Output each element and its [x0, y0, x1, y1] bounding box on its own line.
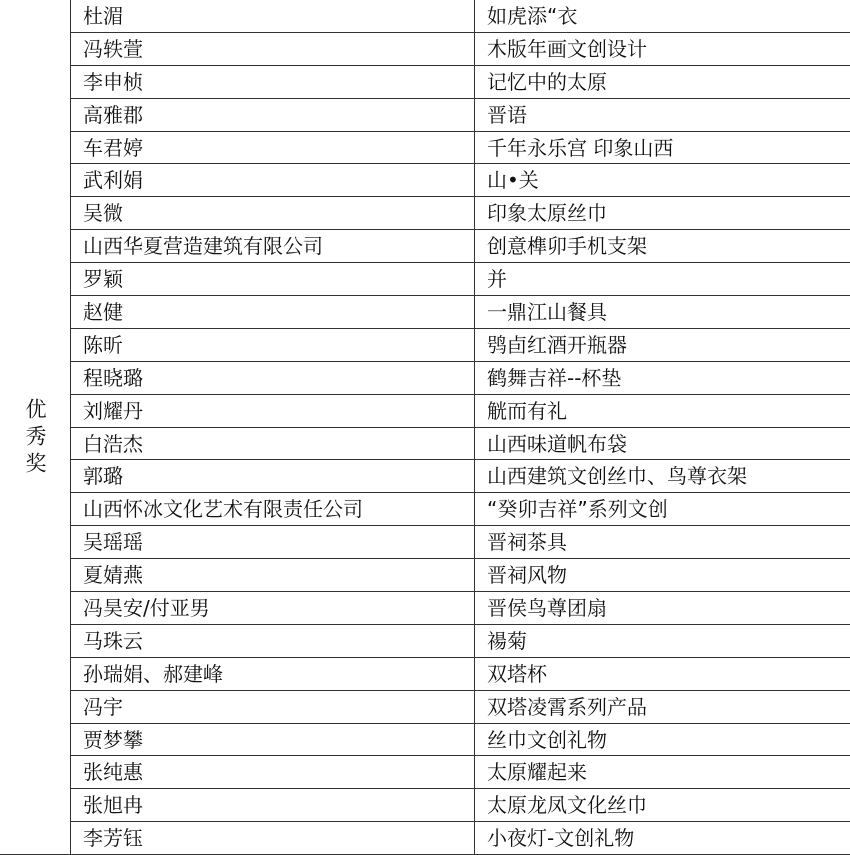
table-row — [0, 822, 850, 855]
table-row — [0, 493, 850, 526]
table-row — [0, 164, 850, 197]
work-title-cell: 千年永乐宫 印象山西 — [475, 131, 850, 164]
work-title-cell: 并 — [475, 263, 850, 296]
winner-name-cell: 陈昕 — [71, 328, 475, 361]
winner-name-cell: 吴微 — [71, 197, 475, 230]
work-title-cell: 晋祠风物 — [475, 559, 850, 592]
work-title-cell: 印象太原丝巾 — [475, 197, 850, 230]
winner-name-cell: 马珠云 — [71, 624, 475, 657]
table-row — [0, 98, 850, 131]
winner-name-cell: 夏婧燕 — [71, 559, 475, 592]
table-row — [0, 657, 850, 690]
table-row — [0, 296, 850, 329]
work-title-cell: 晋侯鸟尊团扇 — [475, 592, 850, 625]
winner-name-cell: 白浩杰 — [71, 427, 475, 460]
table-row — [0, 427, 850, 460]
work-title-cell: 记忆中的太原 — [475, 65, 850, 98]
winner-name-cell: 山西怀冰文化艺术有限责任公司 — [71, 493, 475, 526]
work-title-cell: “癸卯吉祥”系列文创 — [475, 493, 850, 526]
award-category-label: 优秀奖 — [23, 398, 47, 480]
work-title-cell: 木版年画文创设计 — [475, 32, 850, 65]
table-row — [0, 394, 850, 427]
table-row — [0, 361, 850, 394]
winner-name-cell: 孙瑞娟、郝建峰 — [71, 657, 475, 690]
winner-name-cell: 贾梦攀 — [71, 723, 475, 756]
winner-name-cell: 冯轶萱 — [71, 32, 475, 65]
winner-name-cell: 程晓璐 — [71, 361, 475, 394]
table-row — [0, 723, 850, 756]
work-title-cell: 小夜灯-文创礼物 — [475, 822, 850, 855]
table-row — [0, 460, 850, 493]
table-row — [0, 789, 850, 822]
work-title-cell: 鸮卣红酒开瓶器 — [475, 328, 850, 361]
winner-name-cell: 高雅郡 — [71, 98, 475, 131]
work-title-cell: 觥而有礼 — [475, 394, 850, 427]
winner-name-cell: 罗颖 — [71, 263, 475, 296]
winner-name-cell: 张纯惠 — [71, 756, 475, 789]
work-title-cell: 丝巾文创礼物 — [475, 723, 850, 756]
work-title-cell: 晋祠茶具 — [475, 526, 850, 559]
table-row — [0, 263, 850, 296]
table-row — [0, 526, 850, 559]
work-title-cell: 山西味道帆布袋 — [475, 427, 850, 460]
work-title-cell: 双塔凌霄系列产品 — [475, 690, 850, 723]
table-row — [0, 559, 850, 592]
winner-name-cell: 郭璐 — [71, 460, 475, 493]
winner-name-cell: 李申桢 — [71, 65, 475, 98]
winner-name-cell: 冯宇 — [71, 690, 475, 723]
winner-name-cell: 冯昊安/付亚男 — [71, 592, 475, 625]
table-row — [0, 32, 850, 65]
work-title-cell: 双塔杯 — [475, 657, 850, 690]
table-row — [0, 230, 850, 263]
work-title-cell: 一鼎江山餐具 — [475, 296, 850, 329]
work-title-cell: 创意榫卯手机支架 — [475, 230, 850, 263]
award-category-cell — [0, 0, 71, 855]
table-row — [0, 624, 850, 657]
work-title-cell: 晋语 — [475, 98, 850, 131]
winner-name-cell: 山西华夏营造建筑有限公司 — [71, 230, 475, 263]
winner-name-cell: 李芳钰 — [71, 822, 475, 855]
winner-name-cell: 车君婷 — [71, 131, 475, 164]
winner-name-cell: 武利娟 — [71, 164, 475, 197]
work-title-cell: 太原耀起来 — [475, 756, 850, 789]
work-title-cell: 山西建筑文创丝巾、鸟尊衣架 — [475, 460, 850, 493]
work-title-cell: 禓菊 — [475, 624, 850, 657]
work-title-cell: 鹤舞吉祥--杯垫 — [475, 361, 850, 394]
work-title-cell: 山•关 — [475, 164, 850, 197]
table-row — [0, 756, 850, 789]
table-row — [0, 0, 850, 32]
winner-name-cell: 张旭冉 — [71, 789, 475, 822]
table-row — [0, 131, 850, 164]
work-title-cell: 太原龙凤文化丝巾 — [475, 789, 850, 822]
winner-name-cell: 刘耀丹 — [71, 394, 475, 427]
table-row — [0, 592, 850, 625]
table-row — [0, 65, 850, 98]
winner-name-cell: 赵健 — [71, 296, 475, 329]
winner-name-cell: 杜湄 — [71, 0, 475, 32]
winner-name-cell: 吴瑶瑶 — [71, 526, 475, 559]
table-row — [0, 690, 850, 723]
work-title-cell: 如虎添“衣 — [475, 0, 850, 32]
table-row — [0, 328, 850, 361]
table-row — [0, 197, 850, 230]
